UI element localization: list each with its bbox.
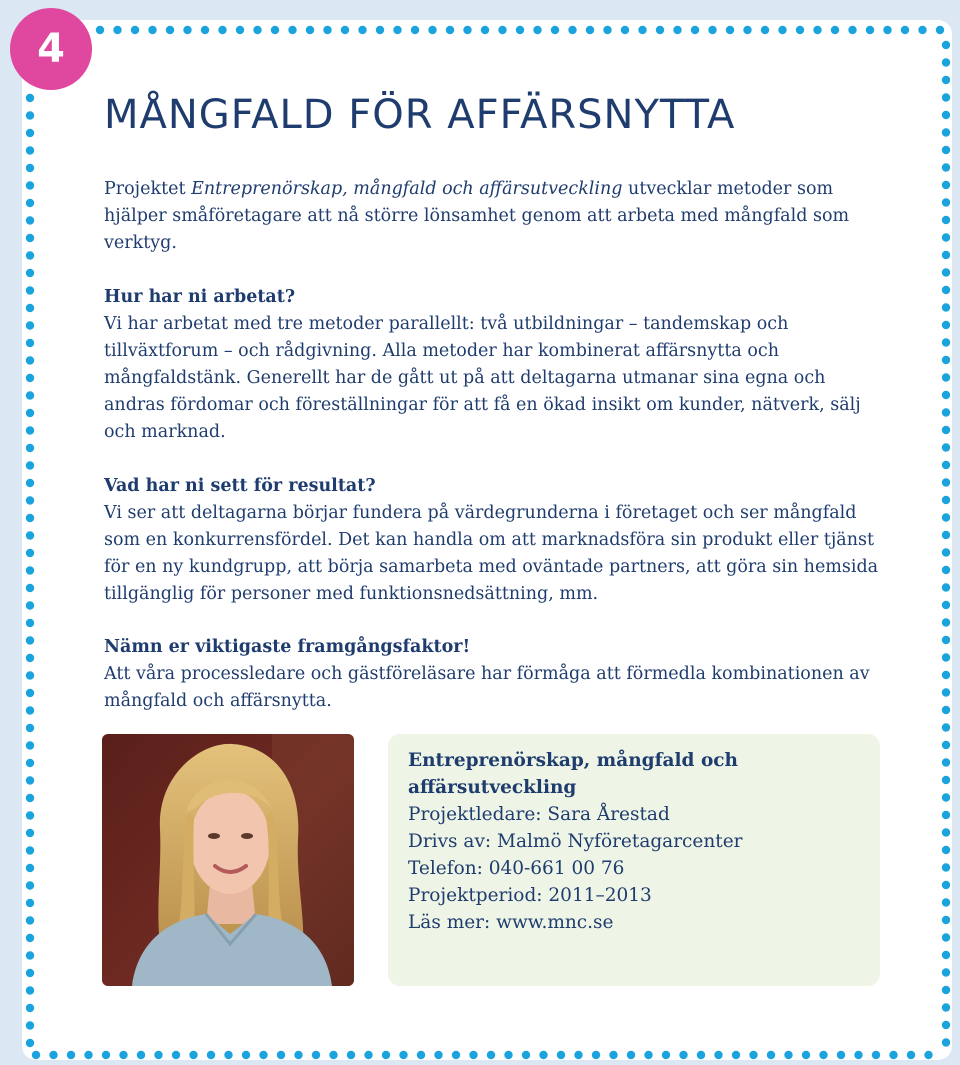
project-leader: Projektledare: Sara Årestad [408,804,670,825]
section-body: Att våra processledare och gästföreläsare har förmåga att förmedla kombinationen av mångfald och affärsnytta. [104,664,870,711]
section-heading: Nämn er viktigaste framgångsfaktor! [104,637,471,657]
section-body: Vi ser att deltagarna börjar fundera på värdegrunderna i företaget och ser mångfald som en konkurrensfördel. Det kan handla om att marknadsföra sin produkt eller tjänst för en ny kundgrupp, att börja samarbeta med oväntade partners, att göra sin hemsida tillgänglig för personer med funktionsnedsättning, mm. [104,503,879,604]
read-more-link[interactable]: Läs mer: www.mnc.se [408,912,614,933]
intro-prefix: Projektet [104,179,192,199]
intro-suffix: utvecklar metoder som hjälper småföretagare att nå större lönsamhet genom att arbeta med mångfald som verktyg. [104,179,850,253]
project-title: Entreprenörskap, mångfald och affärsutveckling [408,750,738,798]
intro-paragraph [104,176,884,257]
project-period: Projektperiod: 2011–2013 [408,885,652,906]
page-title: MÅNGFALD FÖR AFFÄRSNYTTA [104,92,736,138]
page-number-badge: 4 [10,8,92,90]
run-by: Drivs av: Malmö Nyföretagarcenter [408,831,743,852]
section-heading: Vad har ni sett för resultat? [104,476,376,496]
section-how [104,284,884,446]
section-results [104,473,884,608]
section-body: Vi har arbetat med tre metoder parallellt: två utbildningar – tandemskap och tillväxtforum – och rådgivning. Alla metoder har kombinerat affärsnytta och mångfaldstänk. Generellt har de gått ut på att deltagarna utmanar sina egna och andras fördomar och föreställningar för att få en ökad insikt om kunder, nätverk, sälj och marknad. [104,314,861,442]
portrait-photo [102,734,354,986]
section-success-factor [104,634,884,715]
phone-number: Telefon: 040-661 00 76 [408,858,625,879]
project-info-box [388,734,880,986]
intro-project-name: Entreprenörskap, mångfald och affärsutveckling [191,179,623,199]
section-heading: Hur har ni arbetat? [104,287,296,307]
